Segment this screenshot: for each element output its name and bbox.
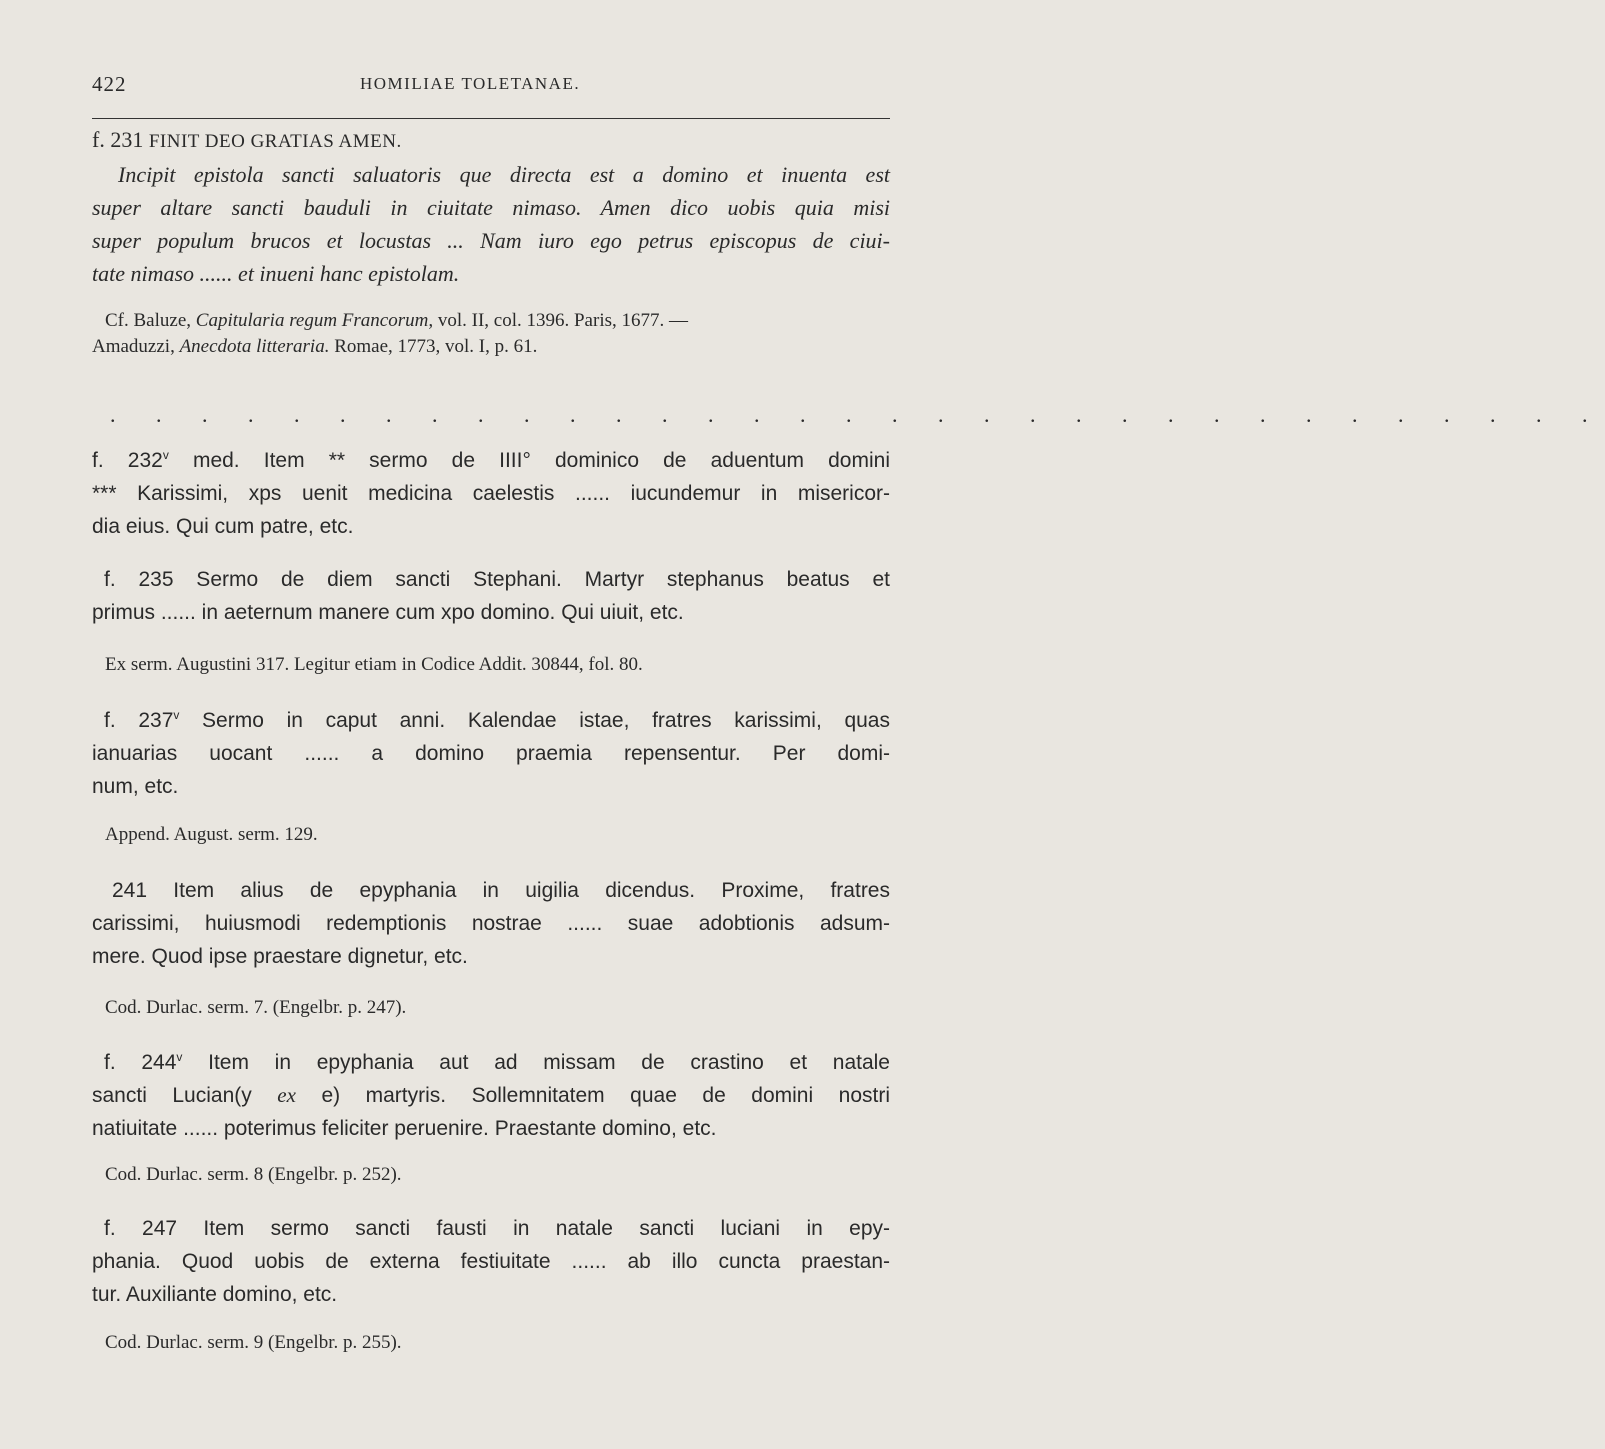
header-rule [92,118,890,119]
entry-241 [92,874,890,973]
entry-line: natiuitate ...... poterimus feliciter peruenire. Praestante domino, etc. [92,1117,717,1140]
entry-text-italic: ex [277,1083,296,1107]
entry-line [92,1079,890,1112]
entry-line [92,704,890,737]
incipit-line: tate nimaso ...... et inueni hanc epistolam. [92,261,460,286]
entry-line: dia eius. Qui cum patre, etc. [92,515,354,538]
reference-note: Cod. Durlac. serm. 9 (Engelbr. p. 255). [105,1332,402,1353]
incipit-line: super altare sancti bauduli in ciuitate nimaso. Amen dico uobis quia misi [92,195,890,220]
separator-dots: . . . . . . . . . . . . . . . . . . . . . . . . . . . . . . . . . [110,402,1605,427]
colophon: FINIT DEO GRATIAS AMEN. [148,131,402,152]
entry-line: *** Karissimi, xps uenit medicina caelestis ...... iucundemur in misericor- [92,482,890,505]
entry-f237v [92,704,890,803]
entry-f231 [92,123,890,290]
entry-line: tur. Auxiliante domino, etc. [92,1283,338,1306]
entry-line [92,1046,890,1079]
reference-note [92,334,537,360]
entry-text: e) martyris. Sollemnitatem quae de domini nostri [321,1084,890,1107]
entry-line: phania. Quod uobis de externa festiuitate ...... ab illo cuncta praestan- [92,1250,890,1273]
entry-f244v [92,1046,890,1145]
entry-line: mere. Quod ipse praestare dignetur, etc. [92,945,468,968]
reference-note: Append. August. serm. 129. [105,824,318,845]
entry-line: f. 247 Item sermo sancti fausti in natale sancti luciani in epy- [104,1217,890,1240]
note-title: Anecdota litteraria. [179,336,330,357]
folio-ref: f. 244$^v$ [104,1050,183,1074]
entry-text: Sermo in caput anni. Kalendae istae, fratres karissimi, quas [202,709,890,732]
entry-line: carissimi, huiusmodi redemptionis nostrae ...... suae adobtionis adsum- [92,912,890,935]
folio-ref: f. 237$^v$ [104,708,180,732]
entry-line: 241 Item alius de epyphania in uigilia dicendus. Proxime, fratres [112,879,890,902]
incipit-line: super populum brucos et locustas ... Nam iuro ego petrus episcopus de ciui- [92,228,890,253]
page-number: 422 [92,72,127,96]
entry-text: sancti Lucian(y [92,1084,252,1107]
entry-line: primus ...... in aeternum manere cum xpo domino. Qui uiuit, etc. [92,601,684,624]
entry-f247 [92,1212,890,1311]
entry-line [92,444,890,477]
reference-note: Cod. Durlac. serm. 8 (Engelbr. p. 252). [105,1164,402,1185]
note-text: vol. II, col. 1396. Paris, 1677. — [437,310,688,331]
running-title: HOMILIAE TOLETANAE. [360,74,581,93]
reference-note: Ex serm. Augustini 317. Legitur etiam in Codice Addit. 30844, fol. 80. [105,654,643,675]
entry-line: ianuarias uocant ...... a domino praemia repensentur. Per domi- [92,742,890,765]
entry-f235 [92,563,890,629]
entry-text: Item in epyphania aut ad missam de crastino et natale [208,1051,890,1074]
note-text: Cf. Baluze, [105,310,192,331]
entry-line [92,123,890,158]
entry-line: f. 235 Sermo de diem sancti Stephani. Martyr stephanus beatus et [104,568,890,591]
reference-note: Cod. Durlac. serm. 7. (Engelbr. p. 247). [105,997,407,1018]
entry-line: num, etc. [92,775,179,798]
note-text: Amaduzzi, [92,336,175,357]
entry-f232v [92,444,890,543]
note-title: Capitularia regum Francorum, [195,310,434,331]
folio-ref: f. 231 [92,127,144,152]
page-header [92,72,890,98]
note-text: Romae, 1773, vol. I, p. 61. [334,336,538,357]
entry-text: med. Item ** sermo de IIII° dominico de aduentum domini [192,449,890,472]
incipit-line: Incipit epistola sancti saluatoris que directa est a domino et inuenta est [118,162,890,187]
folio-ref: f. 232$^v$ [92,448,169,472]
reference-note [105,308,688,334]
